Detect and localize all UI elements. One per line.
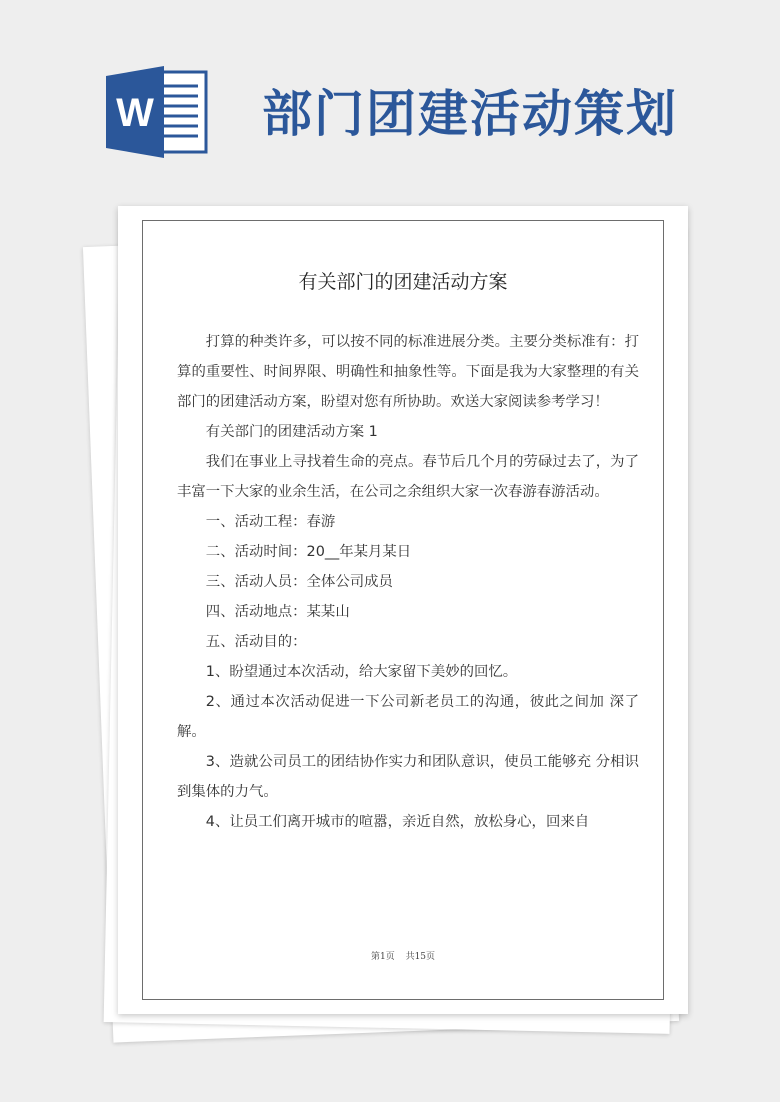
list-item: 4、让员工们离开城市的喧嚣，亲近自然，放松身心，回来自 (205, 814, 590, 830)
section-heading: 有关部门的团建活动方案 1 (205, 424, 378, 440)
page-total: 共15页 (405, 952, 436, 962)
header-banner (0, 0, 780, 200)
document-page (118, 206, 688, 1014)
page-border (142, 220, 664, 1000)
list-item: 二、活动时间：20__年某月某日 (205, 544, 412, 560)
word-document-icon (106, 66, 210, 158)
page-footer (143, 949, 663, 962)
list-item: 2、通过本次活动促进一下公司新老员工的沟通，彼此之间加 深了解。 (177, 694, 639, 740)
list-item: 三、活动人员：全体公司成员 (205, 574, 393, 590)
document-body (177, 327, 639, 837)
list-item: 1、盼望通过本次活动，给大家留下美妙的回忆。 (205, 664, 518, 680)
paragraph: 我们在事业上寻找着生命的亮点。春节后几个月的劳碌过去了，为了丰富一下大家的业余生活，在公司之余组织大家一次春游春游活动。 (177, 454, 639, 500)
page-number: 第1页 (370, 952, 395, 962)
list-item: 五、活动目的： (205, 634, 307, 650)
document-title: 有关部门的团建活动方案 (298, 271, 508, 293)
paragraph: 打算的种类许多，可以按不同的标准进展分类。主要分类标准有：打算的重要性、时间界限、明确性和抽象性等。下面是我为大家整理的有关部门的团建活动方案，盼望对您有所协助。欢送大家阅读参考学习！ (177, 334, 639, 410)
list-item: 一、活动工程：春游 (205, 514, 336, 530)
logo-letter: W (116, 91, 154, 135)
page-title: 部门团建活动策划 (262, 84, 678, 143)
list-item: 四、活动地点：某某山 (205, 604, 350, 620)
list-item: 3、造就公司员工的团结协作实力和团队意识，使员工能够充 分相识到集体的力气。 (177, 754, 639, 800)
